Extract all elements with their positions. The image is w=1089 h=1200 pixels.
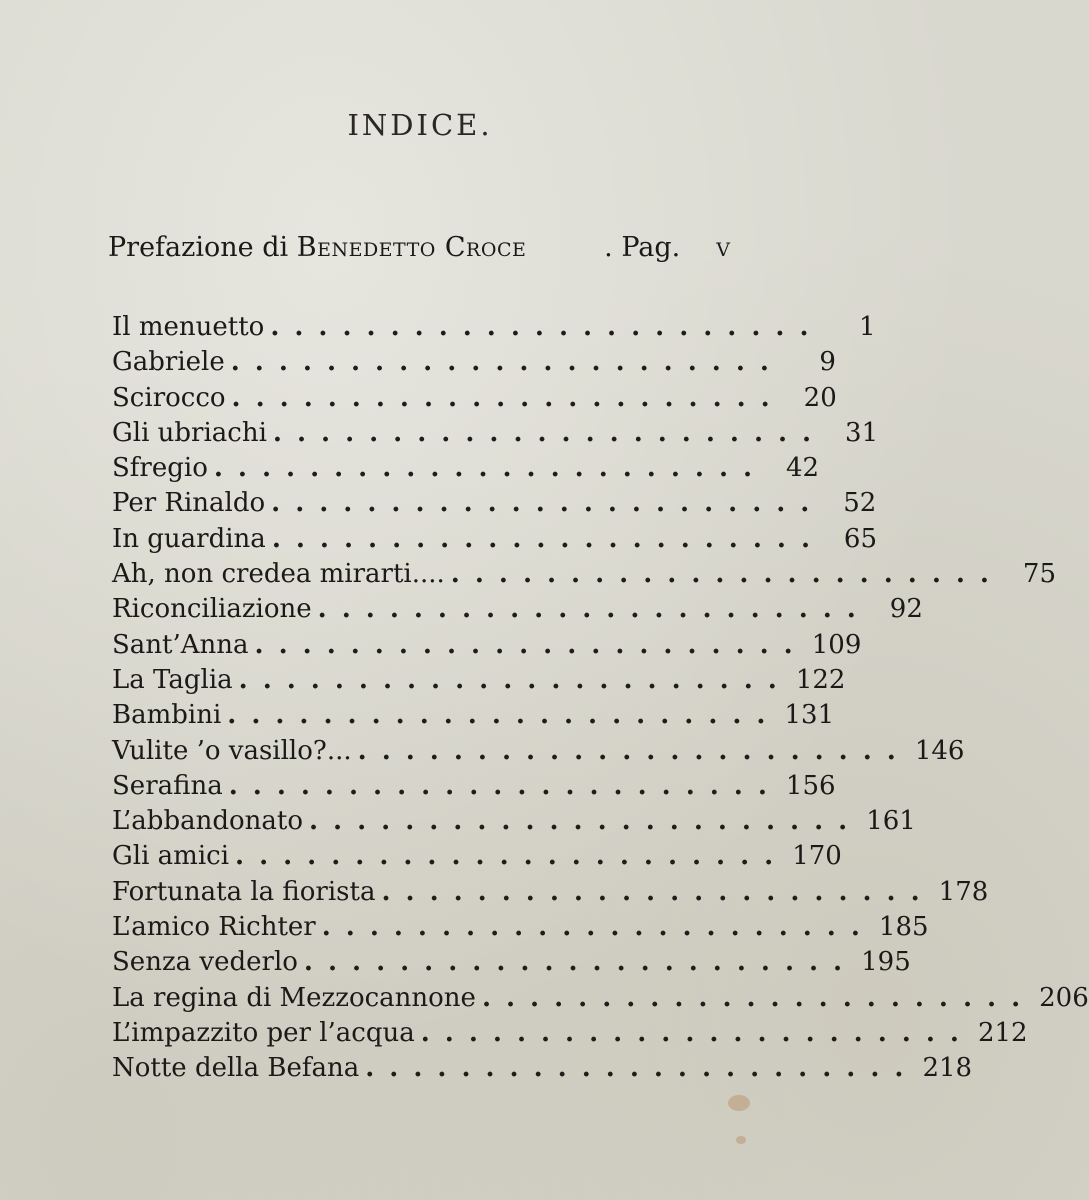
leader-dots: ....................... [235,841,789,872]
leader-dots: ....................... [228,770,782,801]
toc-entry-page: 131 [784,700,835,731]
leader-dots: ....................... [254,629,808,660]
toc-entry-title: Gli ubriachi [112,417,267,448]
leader-dots: ....................... [481,982,1036,1013]
toc-entry-page: 146 [914,735,965,766]
leader-dots: ....................... [303,947,858,978]
toc-entry-page: 9 [819,347,836,378]
paper-stain [728,1095,750,1111]
leader-dots: ....................... [272,417,827,448]
toc-entry-page: 161 [866,806,916,837]
toc-entry [112,982,1089,1018]
leader-dots: ....................... [308,806,863,837]
toc-entry-page: 178 [938,876,989,907]
toc-entry-page: 206 [1039,982,1089,1013]
toc-entry-title: Gli amici [112,841,230,872]
leader-dots: ....................... [271,523,826,554]
toc-entry [112,488,877,523]
toc-entry-page: 109 [811,629,862,660]
leader-dots: ....................... [357,735,911,766]
toc-entry-page: 212 [977,1017,1028,1048]
toc-entry [112,523,878,559]
toc-entry [112,841,842,876]
leader-dots: ....................... [450,559,1004,590]
toc-entry [112,735,965,771]
leader-dots: ....................... [231,382,785,413]
toc-entry-title: Gabriele [112,347,225,378]
toc-entry-page: 1 [858,312,876,342]
toc-entry-title: Bambini [112,700,222,731]
leader-dots: ....................... [321,912,875,943]
toc-entry-page: 218 [922,1053,973,1084]
toc-entry [112,876,989,912]
toc-entry [112,417,879,453]
leader-dots: ....................... [270,312,824,342]
toc-entry-title: Sfregio [112,453,208,484]
toc-entry [112,559,1056,594]
leader-dots: ....................... [420,1017,974,1048]
toc-entry-page: 52 [843,488,877,519]
leader-dots: ....................... [317,594,871,625]
toc-entry [112,806,916,841]
toc-entry-page: 122 [795,664,846,695]
toc-entry-page: 42 [785,453,820,484]
toc-entry [112,1053,973,1088]
preface-page-number: v [716,232,730,263]
leader-dots: ....................... [227,700,781,731]
toc-entry-title: Il menuetto [112,312,265,342]
toc-entry [112,594,923,629]
paper-stain [736,1136,746,1144]
toc-entry-page: 156 [785,770,836,801]
toc-entry-title: Vulite ’o vasillo?... [112,735,352,766]
toc-entry-title: L’abbandonato [112,806,303,837]
toc-entry-page: 195 [861,947,911,978]
toc-entry [112,664,846,700]
toc-entry [112,312,876,347]
toc-entry [112,347,836,382]
leader-dots: ....................... [381,876,935,907]
toc-entry-page: 31 [845,417,879,448]
preface-pag-label: . Pag. [604,232,681,263]
toc-entry-title: Notte della Befana [112,1053,360,1084]
table-of-contents [112,312,1089,1089]
leader-dots: ....................... [271,488,825,519]
toc-entry-title: L’amico Richter [112,912,316,943]
toc-entry-title: Per Rinaldo [112,488,266,519]
toc-entry [112,382,837,418]
leader-dots: ....................... [230,347,784,378]
toc-entry-page: 20 [803,382,837,413]
toc-entry-page: 92 [889,594,923,625]
toc-entry-title: L’impazzito per l’acqua [112,1017,415,1048]
preface-line [108,232,730,263]
toc-entry [112,770,836,806]
toc-entry [112,453,820,488]
leader-dots: ....................... [213,453,768,484]
toc-entry-title: In guardina [112,523,266,554]
toc-entry-title: La Taglia [112,664,233,695]
toc-entry [112,1017,1028,1053]
toc-entry-page: 170 [792,841,842,872]
preface-label: Prefazione di [108,232,289,263]
toc-entry-title: Riconciliazione [112,594,312,625]
toc-entry-page: 65 [843,523,878,554]
toc-entry-title: Ah, non credea mirarti.... [112,559,445,590]
toc-entry-title: Scirocco [112,382,226,413]
toc-entry-title: La regina di Mezzocannone [112,982,476,1013]
toc-entry-title: Fortunata la fiorista [112,876,376,907]
toc-entry [112,947,911,982]
index-title: INDICE. [347,108,493,142]
toc-entry [112,700,835,735]
leader-dots: ....................... [238,664,792,695]
toc-entry [112,629,862,665]
toc-entry-title: Sant’Anna [112,629,249,660]
leader-dots: ....................... [365,1053,919,1084]
toc-entry-title: Serafina [112,770,223,801]
preface-author: Benedetto Croce [296,232,527,263]
toc-entry-page: 185 [878,912,929,943]
toc-entry-page: 75 [1022,559,1056,590]
toc-entry [112,912,929,947]
toc-entry-title: Senza vederlo [112,947,298,978]
